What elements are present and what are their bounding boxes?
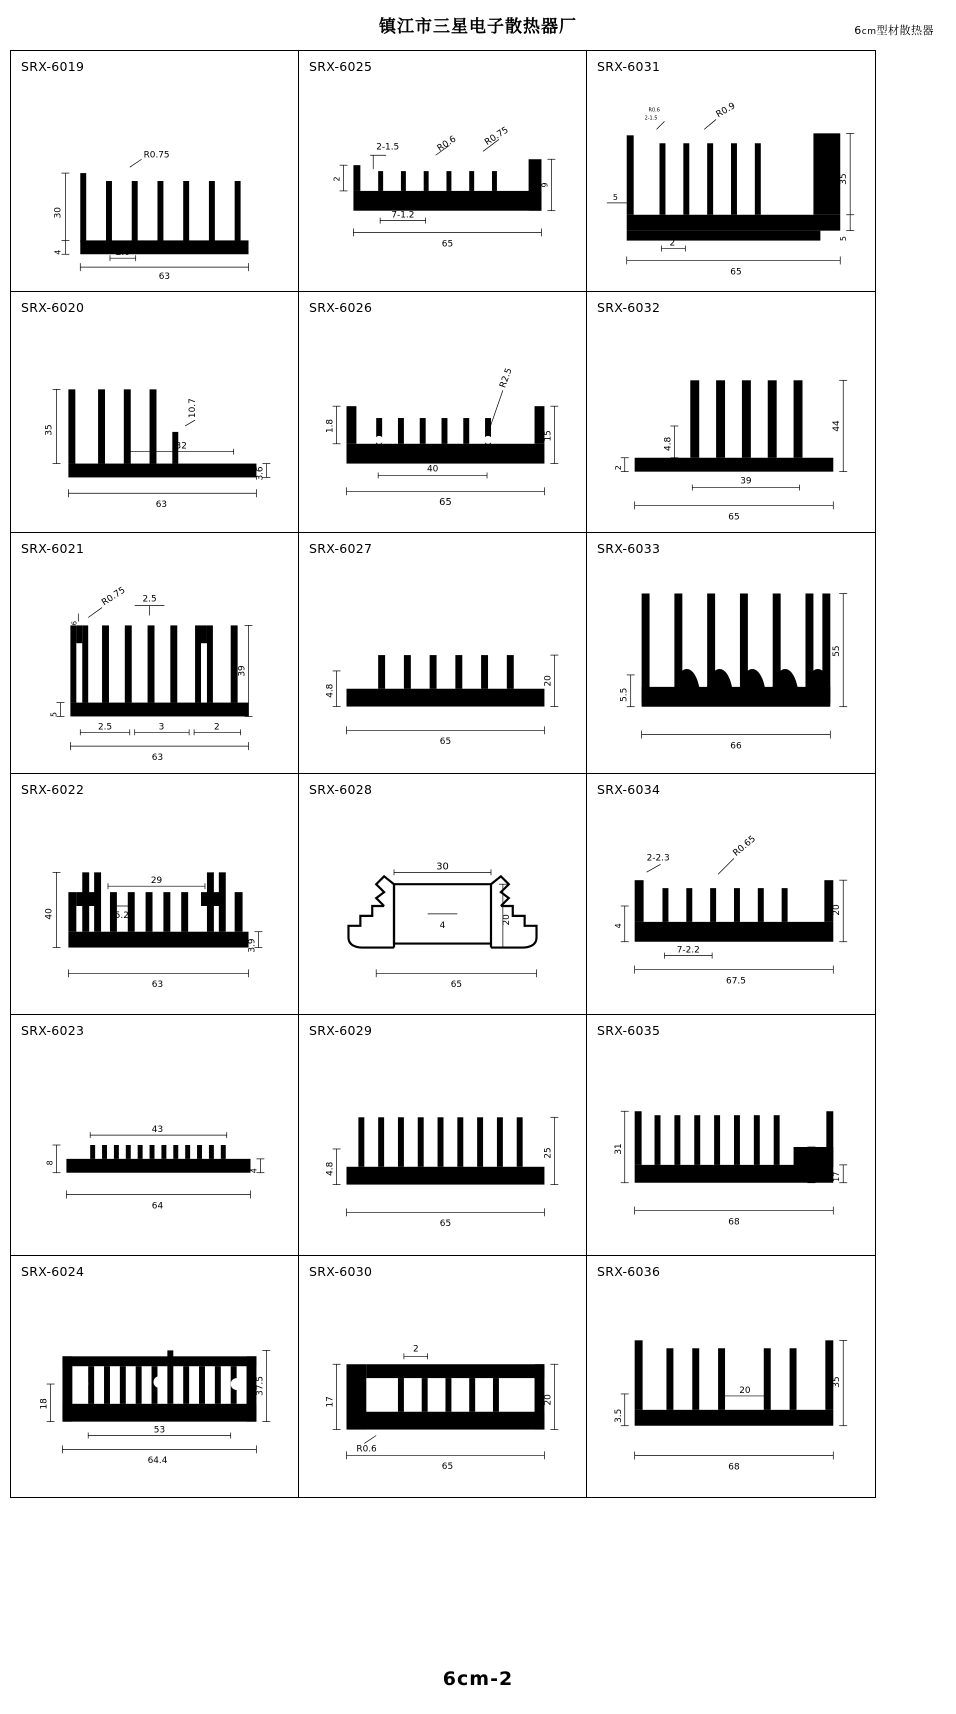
svg-text:65: 65 xyxy=(439,737,452,748)
svg-text:44: 44 xyxy=(832,420,843,432)
svg-text:3.6: 3.6 xyxy=(255,466,266,481)
svg-text:65: 65 xyxy=(728,512,740,523)
svg-text:29: 29 xyxy=(150,876,163,887)
svg-text:37.5: 37.5 xyxy=(255,1376,266,1396)
svg-text:2: 2 xyxy=(332,176,342,182)
svg-text:65: 65 xyxy=(441,239,454,250)
profile-cell-srx-6031[interactable] xyxy=(587,51,875,292)
svg-text:R2.5: R2.5 xyxy=(498,366,515,390)
svg-text:68: 68 xyxy=(728,1462,740,1473)
svg-text:R0.9: R0.9 xyxy=(714,101,738,121)
svg-text:53: 53 xyxy=(153,1425,166,1436)
profile-cell-srx-6035[interactable] xyxy=(587,1015,875,1256)
svg-text:3: 3 xyxy=(158,722,165,733)
svg-text:4: 4 xyxy=(439,920,446,931)
sheet-subtitle-prefix: 6 xyxy=(854,24,862,37)
svg-text:65: 65 xyxy=(730,267,742,278)
profile-cell-srx-6025[interactable] xyxy=(299,51,587,292)
svg-text:4.8: 4.8 xyxy=(325,683,336,698)
svg-text:2.5: 2.5 xyxy=(97,722,113,733)
profile-drawing-srx-6031 xyxy=(587,73,875,291)
profile-cell-srx-6023[interactable] xyxy=(11,1015,299,1256)
sheet-subtitle-suffix: 型材散热器 xyxy=(876,24,934,37)
svg-text:2: 2 xyxy=(669,238,676,249)
svg-text:32: 32 xyxy=(175,441,187,452)
profile-drawing-srx-6030 xyxy=(299,1278,586,1496)
svg-text:4.8: 4.8 xyxy=(663,436,674,451)
svg-text:4: 4 xyxy=(249,1168,259,1174)
profile-cell-srx-6034[interactable] xyxy=(587,774,875,1015)
svg-text:43: 43 xyxy=(151,1125,164,1136)
profile-cell-srx-6028[interactable] xyxy=(299,774,587,1015)
svg-text:40: 40 xyxy=(426,464,439,475)
svg-text:39: 39 xyxy=(740,476,752,487)
profile-drawing-srx-6036 xyxy=(587,1278,875,1496)
profile-cell-srx-6036[interactable] xyxy=(587,1256,875,1497)
svg-text:R0.75: R0.75 xyxy=(483,125,511,148)
profile-drawing-srx-6029 xyxy=(299,1037,586,1255)
svg-text:20: 20 xyxy=(501,914,512,926)
profile-drawing-srx-6021 xyxy=(11,555,298,773)
svg-text:64: 64 xyxy=(151,1201,164,1212)
svg-text:25: 25 xyxy=(543,1147,554,1159)
profile-drawing-srx-6034 xyxy=(587,796,875,1014)
page-title: 镇江市三星电子散热器厂 xyxy=(379,17,577,37)
profile-cell-srx-6029[interactable] xyxy=(299,1015,587,1256)
svg-text:67.5: 67.5 xyxy=(726,976,746,987)
profile-drawing-srx-6035 xyxy=(587,1037,875,1255)
svg-text:63: 63 xyxy=(155,500,168,511)
svg-text:68: 68 xyxy=(728,1217,740,1228)
profile-code: SRX-6031 xyxy=(597,59,661,74)
profile-code: SRX-6028 xyxy=(309,782,373,797)
profile-grid xyxy=(10,50,876,1498)
profile-code: SRX-6034 xyxy=(597,782,661,797)
svg-text:10.7: 10.7 xyxy=(188,398,199,419)
profile-cell-srx-6026[interactable] xyxy=(299,292,587,533)
svg-text:5: 5 xyxy=(612,192,618,202)
svg-text:65: 65 xyxy=(439,497,452,509)
svg-text:35: 35 xyxy=(44,424,55,436)
svg-text:20: 20 xyxy=(739,1385,751,1396)
svg-text:R0.6: R0.6 xyxy=(356,1444,377,1455)
svg-text:5: 5 xyxy=(839,236,849,242)
svg-text:39: 39 xyxy=(237,665,248,677)
svg-text:6: 6 xyxy=(70,620,79,626)
svg-text:63: 63 xyxy=(151,980,164,991)
svg-text:7-1.2: 7-1.2 xyxy=(391,210,415,221)
profile-drawing-srx-6032 xyxy=(587,314,875,532)
profile-code: SRX-6021 xyxy=(21,541,85,556)
profile-code: SRX-6022 xyxy=(21,782,85,797)
svg-text:4: 4 xyxy=(613,923,623,929)
svg-text:R0.65: R0.65 xyxy=(731,834,758,859)
svg-text:65: 65 xyxy=(439,1219,452,1230)
svg-text:65: 65 xyxy=(441,1462,454,1473)
profile-code: SRX-6030 xyxy=(309,1264,373,1279)
sheet-subtitle xyxy=(854,22,934,38)
profile-drawing-srx-6020 xyxy=(11,314,298,532)
profile-code: SRX-6019 xyxy=(21,59,85,74)
profile-code: SRX-6032 xyxy=(597,300,661,315)
svg-text:1.8: 1.8 xyxy=(325,418,336,434)
svg-text:65: 65 xyxy=(450,980,463,991)
profile-drawing-srx-6033 xyxy=(587,555,875,773)
profile-cell-srx-6033[interactable] xyxy=(587,533,875,774)
profile-code: SRX-6029 xyxy=(309,1023,373,1038)
svg-text:2-1.5: 2-1.5 xyxy=(644,115,658,122)
svg-text:3.9: 3.9 xyxy=(247,938,258,953)
sheet-subtitle-unit: cm xyxy=(861,27,877,37)
svg-text:2.5: 2.5 xyxy=(142,594,157,605)
svg-text:63: 63 xyxy=(151,752,164,763)
svg-text:2-2.3: 2-2.3 xyxy=(646,853,670,864)
svg-text:55: 55 xyxy=(832,645,843,657)
profile-drawing-srx-6027 xyxy=(299,555,586,773)
svg-text:35: 35 xyxy=(832,1376,843,1388)
svg-text:30: 30 xyxy=(436,861,449,873)
svg-text:9: 9 xyxy=(540,182,550,188)
svg-text:15: 15 xyxy=(543,430,554,442)
svg-text:2: 2 xyxy=(613,465,623,471)
profile-cell-srx-6032[interactable] xyxy=(587,292,875,533)
profile-code: SRX-6023 xyxy=(21,1023,85,1038)
svg-text:8: 8 xyxy=(45,1160,55,1166)
profile-drawing-srx-6022 xyxy=(11,796,298,1014)
sheet-footer-label: 6cm-2 xyxy=(442,1668,514,1690)
svg-text:4.8: 4.8 xyxy=(325,1161,336,1176)
svg-text:31: 31 xyxy=(613,1143,624,1155)
profile-drawing-srx-6019 xyxy=(11,73,298,291)
profile-code: SRX-6020 xyxy=(21,300,85,315)
profile-code: SRX-6026 xyxy=(309,300,373,315)
svg-text:R0.6: R0.6 xyxy=(435,134,459,154)
svg-text:R0.6: R0.6 xyxy=(648,107,660,114)
profile-drawing-srx-6028 xyxy=(299,796,586,1014)
profile-code: SRX-6036 xyxy=(597,1264,661,1279)
profile-code: SRX-6027 xyxy=(309,541,373,556)
profile-cell-srx-6021[interactable] xyxy=(11,533,299,774)
profile-cell-srx-6022[interactable] xyxy=(11,774,299,1015)
svg-text:17: 17 xyxy=(832,1171,842,1182)
profile-code: SRX-6024 xyxy=(21,1264,85,1279)
profile-drawing-srx-6025 xyxy=(299,73,586,291)
svg-text:17: 17 xyxy=(325,1396,336,1408)
profile-code: SRX-6035 xyxy=(597,1023,661,1038)
svg-text:63: 63 xyxy=(158,271,171,282)
svg-text:20: 20 xyxy=(543,675,554,687)
svg-text:3.5: 3.5 xyxy=(613,1408,624,1423)
svg-text:2.0: 2.0 xyxy=(115,248,130,259)
svg-text:R0.75: R0.75 xyxy=(100,585,128,609)
svg-text:20: 20 xyxy=(543,1394,554,1406)
profile-code: SRX-6025 xyxy=(309,59,373,74)
svg-text:20: 20 xyxy=(832,904,843,916)
svg-text:7-2.2: 7-2.2 xyxy=(676,945,700,956)
svg-text:2: 2 xyxy=(412,1344,419,1355)
svg-text:5: 5 xyxy=(49,711,59,717)
svg-text:2-1.5: 2-1.5 xyxy=(376,142,400,153)
profile-cell-srx-6019[interactable] xyxy=(11,51,299,292)
svg-text:30: 30 xyxy=(53,207,64,219)
sheet-header xyxy=(0,0,956,44)
profile-code: SRX-6033 xyxy=(597,541,661,556)
svg-text:10: 10 xyxy=(800,1161,811,1173)
svg-text:35: 35 xyxy=(839,173,850,185)
svg-text:64.4: 64.4 xyxy=(147,1456,168,1467)
svg-text:66: 66 xyxy=(730,741,742,752)
svg-text:18: 18 xyxy=(39,1398,50,1410)
svg-text:4: 4 xyxy=(53,249,63,255)
profile-cell-srx-6020[interactable] xyxy=(11,292,299,533)
profile-drawing-srx-6026 xyxy=(299,314,586,532)
profile-drawing-srx-6024 xyxy=(11,1278,298,1496)
svg-text:2: 2 xyxy=(214,722,220,733)
svg-text:5.2: 5.2 xyxy=(114,910,129,921)
profile-cell-srx-6024[interactable] xyxy=(11,1256,299,1497)
profile-drawing-srx-6023 xyxy=(11,1037,298,1255)
svg-text:R0.75: R0.75 xyxy=(143,150,170,161)
svg-text:5.5: 5.5 xyxy=(619,687,630,702)
svg-text:40: 40 xyxy=(44,908,55,920)
profile-cell-srx-6027[interactable] xyxy=(299,533,587,774)
profile-cell-srx-6030[interactable] xyxy=(299,1256,587,1497)
